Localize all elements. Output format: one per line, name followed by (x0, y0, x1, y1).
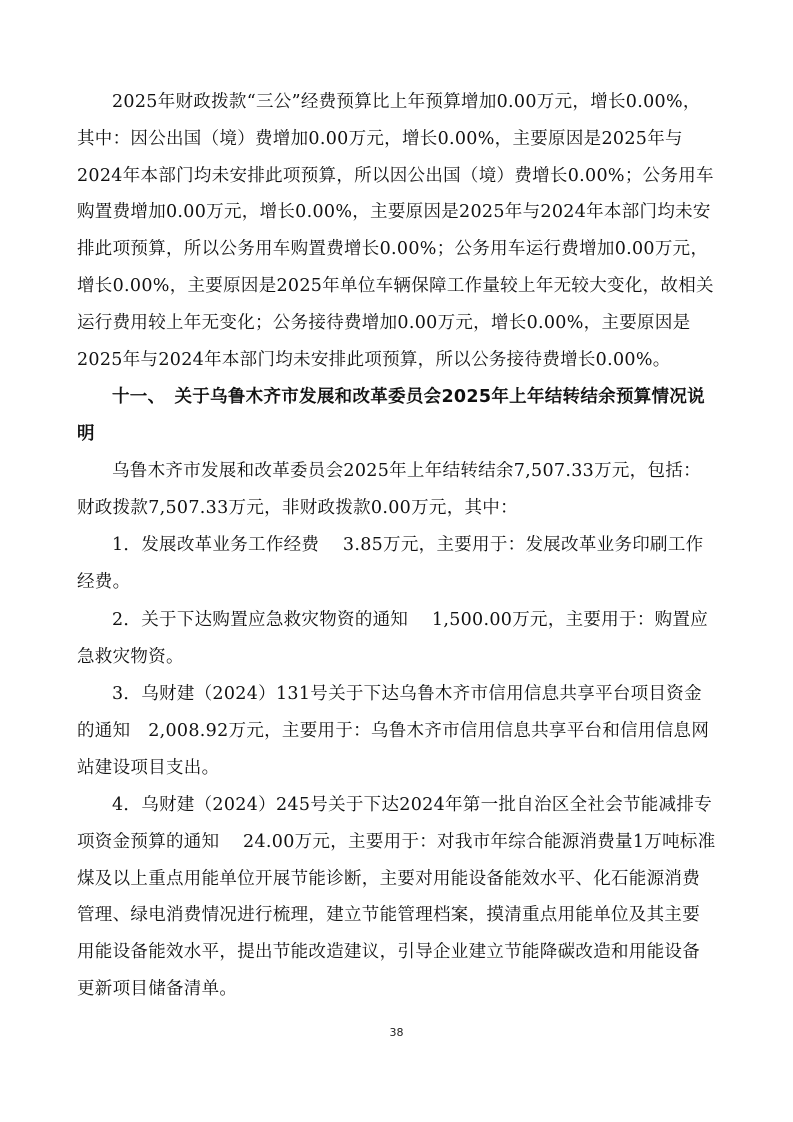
paragraph-carryover-summary: 乌鲁木齐市发展和改革委员会2025年上年结转结余7,507.33万元，包括：财政拨款7,507.33万元，非财政拨款0.00万元，其中： (77, 461, 701, 518)
list-item-1: 1．发展改革业务工作经费 3.85万元，主要用于：发展改革业务印刷工作经费。 (77, 535, 704, 592)
section-heading-eleven: 十一、 关于乌鲁木齐市发展和改革委员会2025年上年结转结余预算情况说明 (77, 387, 705, 444)
list-item-3: 3．乌财建（2024）131号关于下达乌鲁木齐市信用信息共享平台项目资金的通知 2,008.92万元，主要用于：乌鲁木齐市信用信息共享平台和信用信息网站建设项目支出。 (77, 684, 710, 778)
list-item-4: 4．乌财建（2024）245号关于下达2024年第一批自治区全社会节能减排专项资金预算的通知 24.00万元，主要用于：对我市年综合能源消费量1万吨标准煤及以上重点用能单位开展节能诊断，主要对用能设备能效水平、化石能源消费管理、绿电消费情况进行梳理，建立节能管理档案，摸清重点用能单位及其主要用能设备能效水平，提出节能改造建议，引导企业建立节能降碳改造和用能设备更新项目储备清单。 (77, 795, 716, 999)
paragraph-three-public-expenses: 2025年财政拨款“三公”经费预算比上年预算增加0.00万元，增长0.00%，其中：因公出国（境）费增加0.00万元，增长0.00%，主要原因是2025年与2024年本部门均未安排此项预算，所以因公出国（境）费增长0.00%；公务用车购置费增加0.00万元，增长0.00%，主要原因是2025年与2024年本部门均未安排此项预算，所以公务用车购置费增长0.00%；公务用车运行费增加0.00万元，增长0.00%，主要原因是2025年单位车辆保障工作量较上年无较大变化，故相关运行费用较上年无变化；公务接待费增加0.00万元，增长0.00%，主要原因是2025年与2024年本部门均未安排此项预算，所以公务接待费增长0.00%。 (77, 92, 714, 370)
list-item-2: 2．关于下达购置应急救灾物资的通知 1,500.00万元，主要用于：购置应急救灾物资。 (77, 610, 709, 667)
page-number: 38 (389, 1026, 404, 1039)
